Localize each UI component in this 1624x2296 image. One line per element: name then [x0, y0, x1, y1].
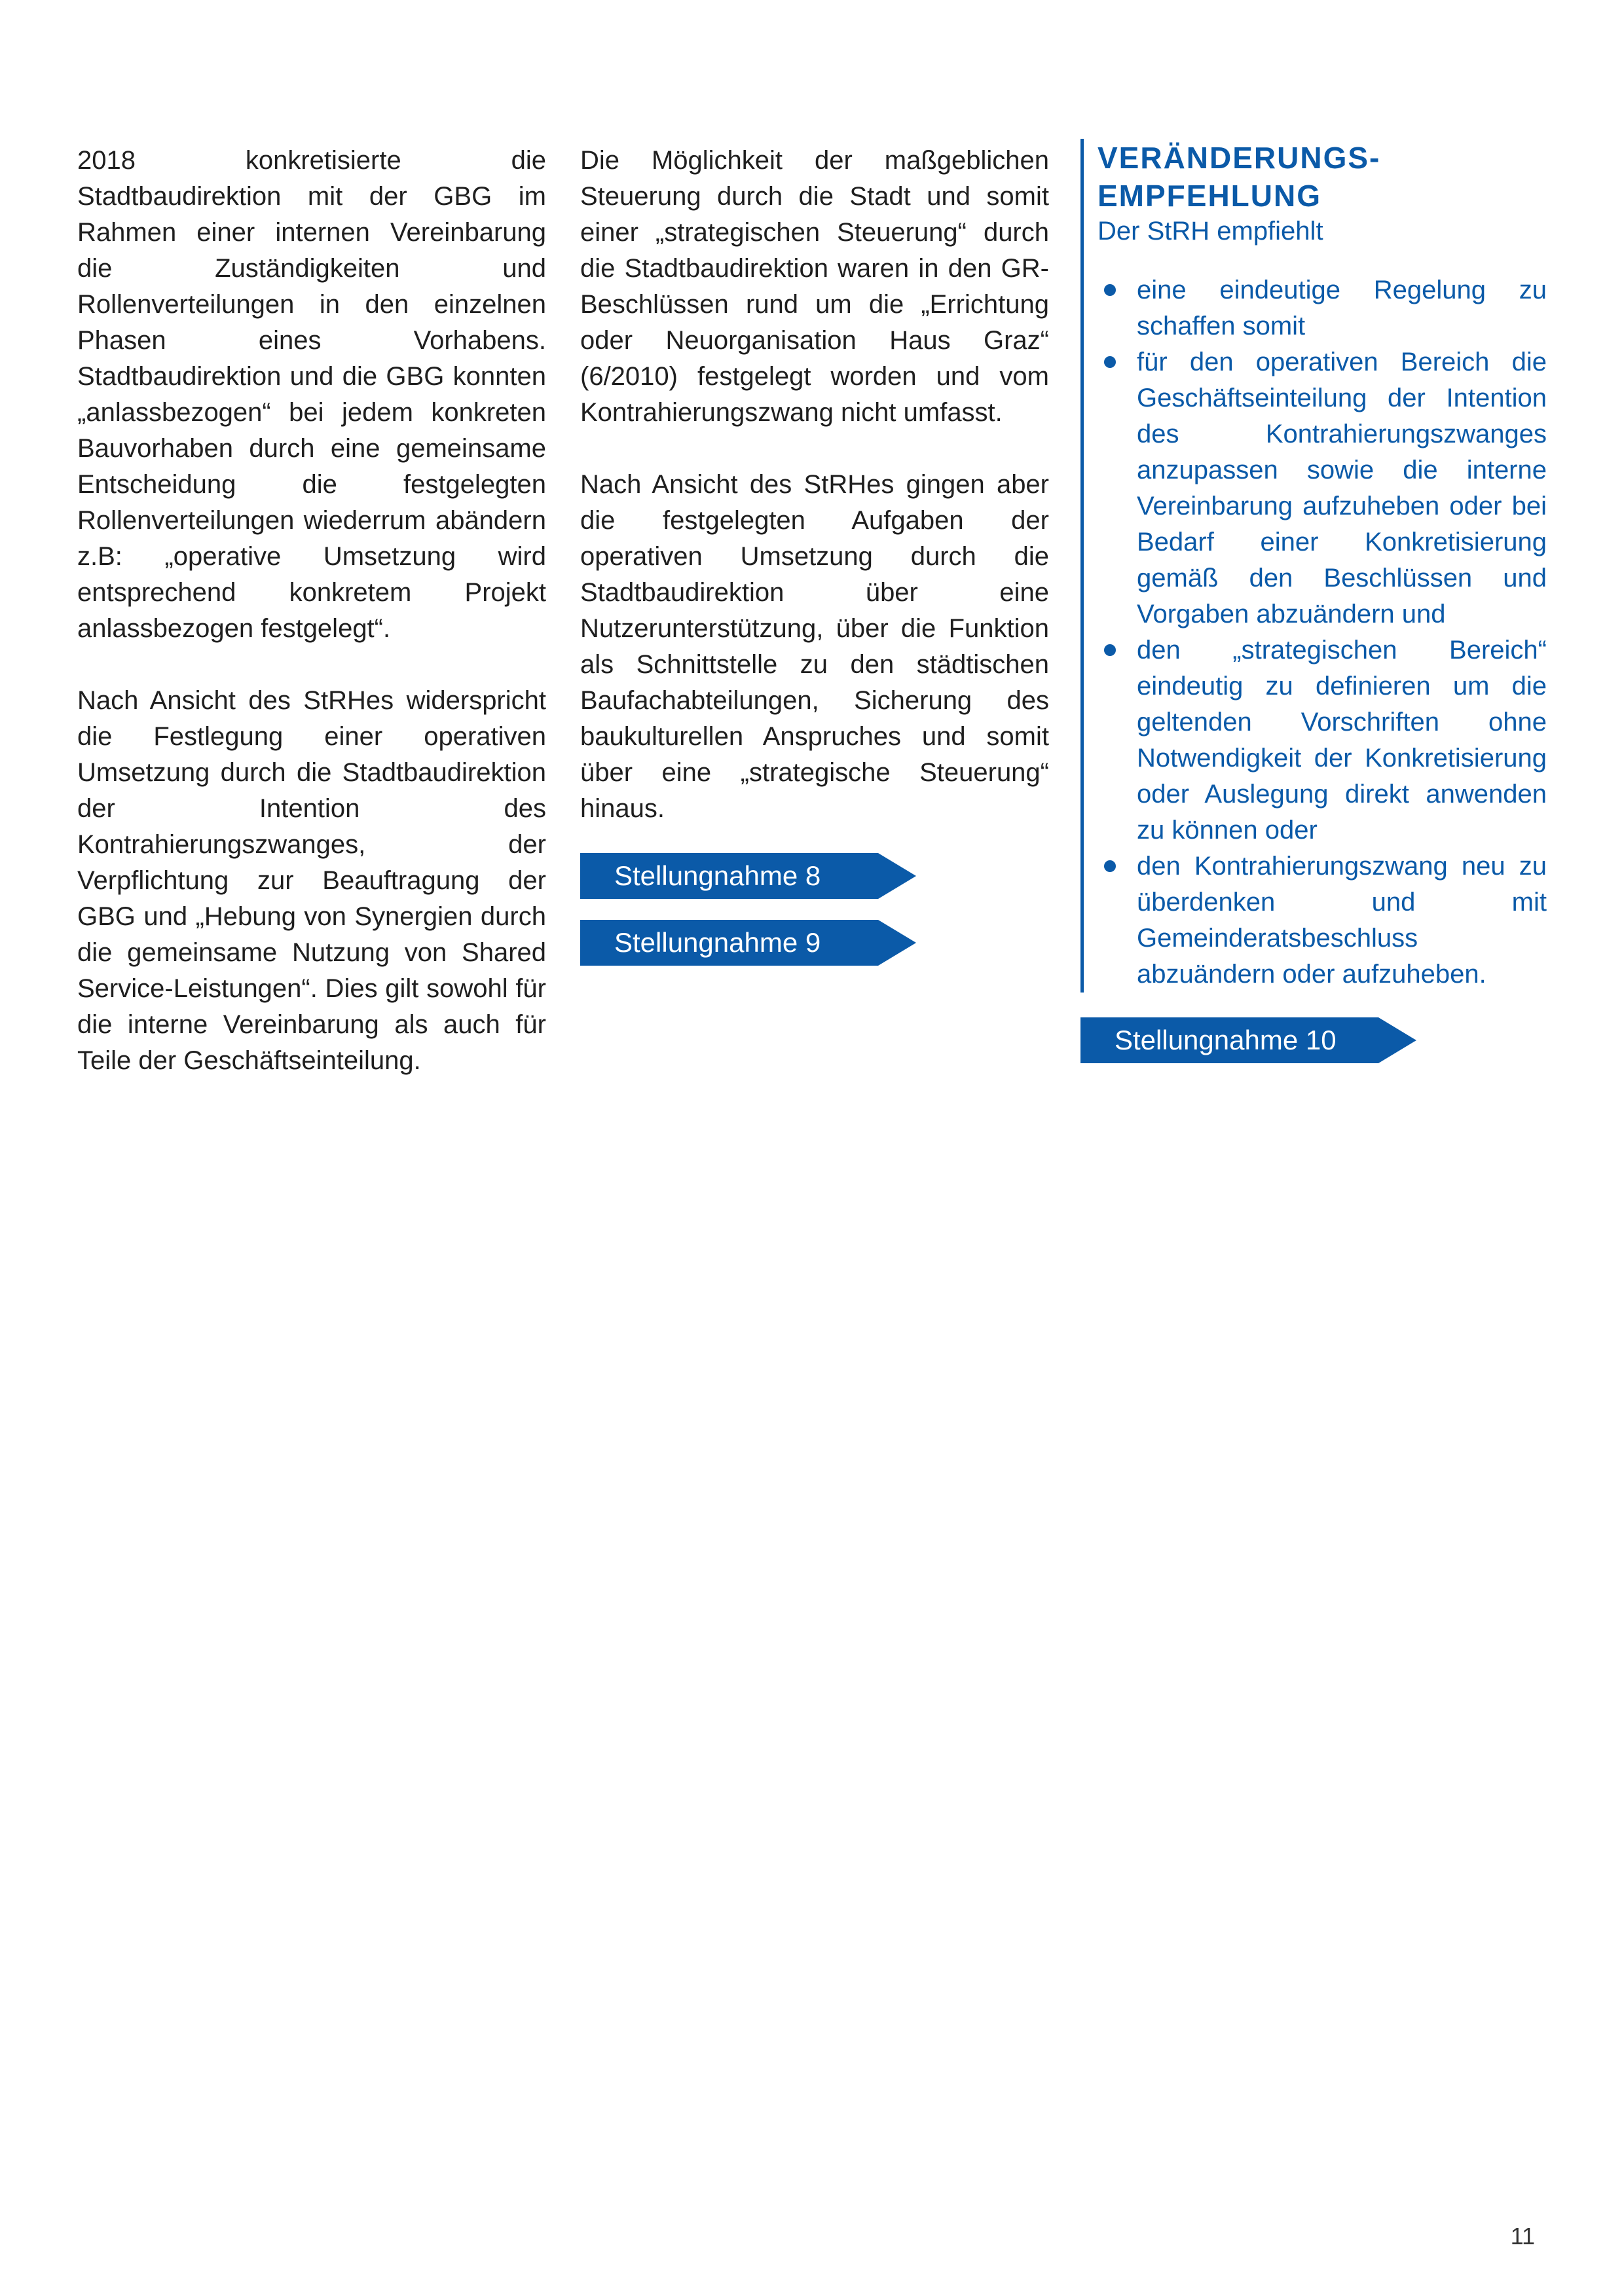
text-column-middle: [580, 143, 1049, 966]
text-column-left: [77, 143, 546, 1079]
stellungnahme-10-link[interactable]: Stellungnahme 10: [1080, 1017, 1378, 1063]
recommendation-box: [1080, 139, 1547, 993]
paragraph: Nach Ansicht des StRHes gingen aber die festgelegten Aufgaben der operativen Umsetzung durch die Stadtbaudirektion über eine Nutzerunterstützung, über die Funktion als Schnittstelle zu den städtischen Baufachabteilungen, Sicherung des baukulturellen Anspruches und somit über eine „strategische Steuerung“ hinaus.: [580, 470, 1049, 823]
stellungnahme-8-link[interactable]: Stellungnahme 8: [580, 853, 878, 899]
list-item: für den operativen Bereich die Geschäftseinteilung der Intention des Kontrahierungszwanges anzupassen sowie die interne Vereinbarung aufzuheben oder bei Bedarf einer Konkretisierung gemäß den Beschlüssen und Vorgaben abzuändern und: [1098, 344, 1547, 632]
recommendation-title: [1098, 139, 1547, 215]
stellungnahme-9-link[interactable]: Stellungnahme 9: [580, 920, 878, 966]
recommendation-title-line1: VERÄNDERUNGS-: [1098, 141, 1381, 175]
recommendation-intro: Der StRH empfiehlt: [1098, 217, 1323, 246]
paragraph: 2018 konkretisierte die Stadtbaudirektion mit der GBG im Rahmen einer internen Vereinbarung die Zuständigkeiten und Rollenverteilungen in den einzelnen Phasen eines Vorhabens. Stadtbaudirektion und die GBG konnten „anlassbezogen“ bei jedem konkreten Bauvorhaben durch eine gemeinsame Entscheidung die festgelegten Rollenverteilungen wiederrum abändern z.B: „operative Umsetzung wird entsprechend konkretem Projekt anlassbezogen festgelegt“.: [77, 146, 546, 643]
list-item: den Kontrahierungszwang neu zu überdenken und mit Gemeinderatsbeschluss abzuändern oder aufzuheben.: [1098, 848, 1547, 993]
paragraph: Die Möglichkeit der maßgeblichen Steuerung durch die Stadt und somit einer „strategischen Steuerung“ durch die Stadtbaudirektion waren in den GR-Beschlüssen rund um die „Errichtung oder Neuorganisation Haus Graz“ (6/2010) festgelegt worden und vom Kontrahierungszwang nicht umfasst.: [580, 146, 1049, 427]
recommendation-title-line2: EMPFEHLUNG: [1098, 179, 1321, 213]
page-number: 11: [1510, 2223, 1535, 2250]
list-item: eine eindeutige Regelung zu schaffen somit: [1098, 272, 1547, 344]
paragraph: Nach Ansicht des StRHes widerspricht die Festlegung einer operativen Umsetzung durch die Stadtbaudirektion der Intention des Kontrahierungszwanges, der Verpflichtung zur Beauftragung der GBG und „Hebung von Synergien durch die gemeinsame Nutzung von Shared Service-Leistungen“. Dies gilt sowohl für die interne Vereinbarung als auch für Teile der Geschäftseinteilung.: [77, 686, 546, 1075]
recommendation-list: [1098, 272, 1547, 993]
recommendation-column: [1080, 139, 1547, 1063]
list-item: den „strategischen Bereich“ eindeutig zu definieren um die geltenden Vorschriften ohne Notwendigkeit der Konkretisierung oder Auslegung direkt anwenden zu können oder: [1098, 632, 1547, 848]
